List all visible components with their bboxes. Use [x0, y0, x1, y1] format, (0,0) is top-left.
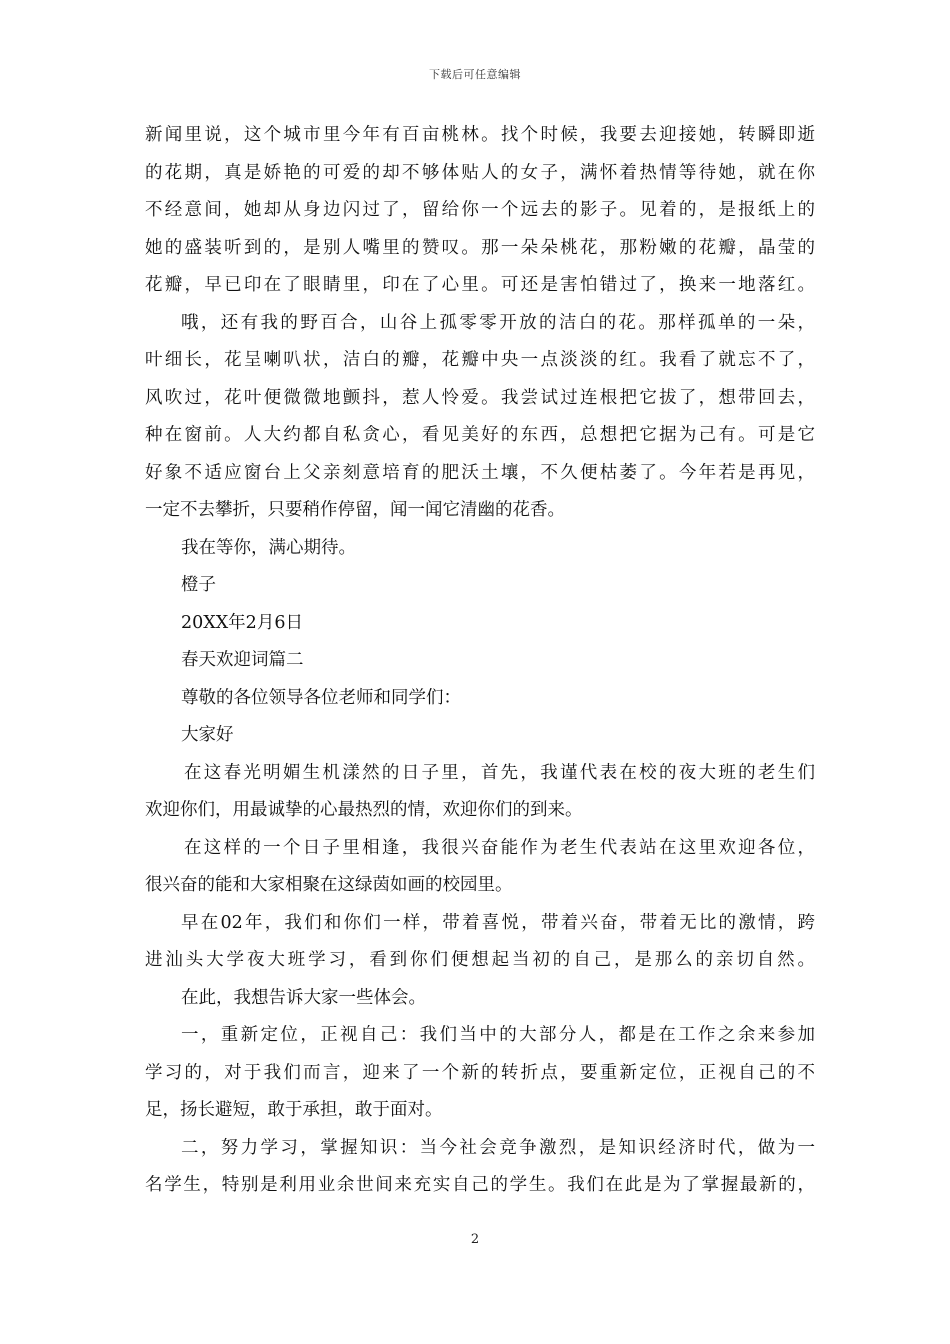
paragraph-line: 早在02年，我们和你们一样，带着喜悦，带着兴奋，带着无比的激情，跨 [181, 912, 815, 933]
section-title: 春天欢迎词篇二 [181, 650, 304, 670]
paragraph-line: 欢迎你们，用最诚挚的心最热烈的情，欢迎你们的到来。 [145, 800, 583, 820]
paragraph-line: 很兴奋的能和大家相聚在这绿茵如画的校园里。 [145, 875, 513, 895]
paragraph-line: 种在窗前。人大约都自私贪心，看见美好的东西，总想把它据为己有。可是它 [145, 425, 815, 445]
paragraph-line: 好象不适应窗台上父亲刻意培育的肥沃土壤，不久便枯萎了。今年若是再见， [145, 462, 815, 483]
paragraph-line: 新闻里说，这个城市里今年有百亩桃林。找个时候，我要去迎接她，转瞬即逝 [145, 125, 815, 145]
paragraph-line: 我在等你，满心期待。 [181, 537, 356, 558]
page-number: 2 [470, 1232, 480, 1247]
paragraph-line: 哦，还有我的野百合，山谷上孤零零开放的洁白的花。那样孤单的一朵， [181, 312, 815, 333]
paragraph-line: 风吹过，花叶便微微地颤抖，惹人怜爱。我尝试过连根把它拔了，想带回去， [145, 387, 815, 408]
greeting: 大家好 [181, 725, 234, 745]
paragraph-line: 足，扬长避短，敢于承担，敢于面对。 [145, 1100, 443, 1120]
paragraph-line: 一，重新定位，正视自己：我们当中的大部分人，都是在工作之余来参加 [181, 1025, 815, 1045]
paragraph-line: 叶细长，花呈喇叭状，洁白的瓣，花瓣中央一点淡淡的红。我看了就忘不了， [145, 350, 815, 370]
paragraph-line: 在此，我想告诉大家一些体会。 [181, 987, 426, 1008]
paragraph-line: 在这样的一个日子里相逢，我很兴奋能作为老生代表站在这里欢迎各位， [184, 837, 815, 858]
paragraph-line: 进汕头大学夜大班学习，看到你们便想起当初的自己，是那么的亲切自然。 [145, 950, 815, 970]
paragraph-line: 名学生，特别是利用业余世间来充实自己的学生。我们在此是为了掌握最新的， [145, 1175, 815, 1195]
paragraph-line: 不经意间，她却从身边闪过了，留给你一个远去的影子。见着的，是报纸上的 [145, 200, 815, 220]
page-header: 下载后可任意编辑 [429, 68, 521, 81]
letter-date: 20XX年2月6日 [181, 612, 303, 633]
salutation: 尊敬的各位领导各位老师和同学们： [181, 687, 461, 708]
paragraph-line: 的花期，真是娇艳的可爱的却不够体贴人的女子，满怀着热情等待她，就在你 [145, 162, 815, 183]
paragraph-line: 她的盛装听到的，是别人嘴里的赞叹。那一朵朵桃花，那粉嫩的花瓣，晶莹的 [145, 237, 815, 258]
paragraph-line: 二，努力学习，掌握知识：当今社会竞争激烈，是知识经济时代，做为一 [181, 1137, 815, 1158]
document-body [145, 117, 815, 1205]
paragraph-line: 一定不去攀折，只要稍作停留，闻一闻它清幽的花香。 [145, 500, 565, 520]
paragraph-line: 在这春光明媚生机漾然的日子里，首先，我谨代表在校的夜大班的老生们 [184, 762, 815, 783]
signature-name: 橙子 [181, 575, 216, 595]
paragraph-line: 学习的，对于我们而言，迎来了一个新的转折点，要重新定位，正视自己的不 [145, 1062, 815, 1083]
paragraph-line: 花瓣，早已印在了眼睛里，印在了心里。可还是害怕错过了，换来一地落红。 [145, 275, 815, 295]
